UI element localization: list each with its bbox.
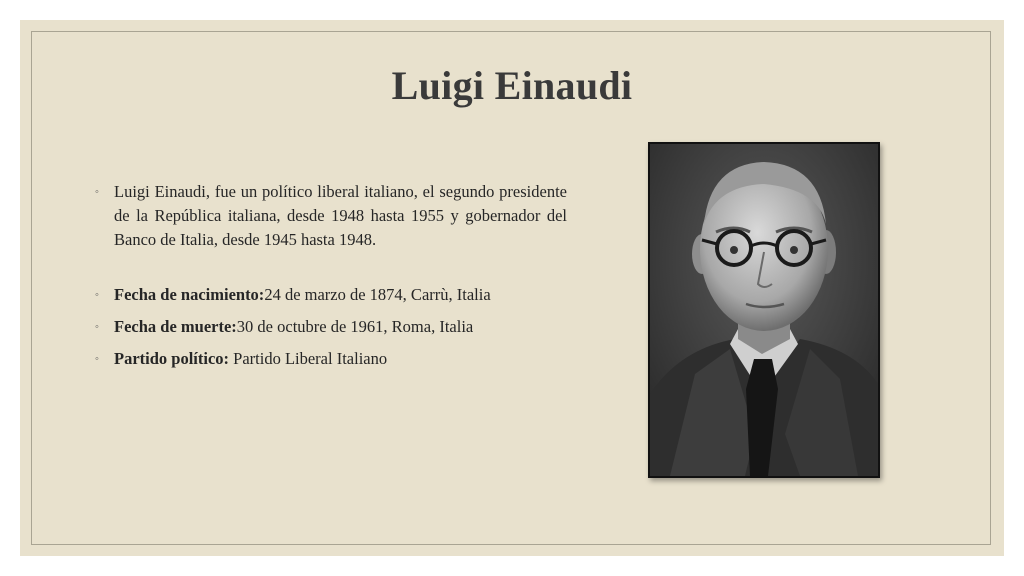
bullet-list [95,180,567,379]
list-item-birth-date [95,283,567,307]
political-party-label: Partido político: [114,349,230,368]
death-date-label: Fecha de muerte: [114,317,237,336]
portrait-photo [648,142,880,478]
list-item-biography [95,180,567,252]
bullet-icon: ◦ [95,353,99,365]
slide [20,20,1004,556]
slide-title: Luigi Einaudi [391,63,633,108]
biography-text: Luigi Einaudi, fue un político liberal italiano, el segundo presidente de la República italiana, desde 1948 hasta 1955 y gobernador del Banco de Italia, desde 1945 hasta 1948. [114,182,567,249]
bullet-icon: ◦ [95,289,99,301]
portrait-image [650,144,878,476]
death-date-value: 30 de octubre de 1961, Roma, Italia [236,317,474,336]
list-item-death-date [95,315,567,339]
birth-date-label: Fecha de nacimiento: [114,285,265,304]
political-party-value: Partido Liberal Italiano [229,349,388,368]
birth-date-value: 24 de marzo de 1874, Carrù, Italia [264,285,491,304]
bullet-icon: ◦ [95,321,99,333]
bullet-icon: ◦ [95,186,99,198]
list-item-political-party [95,347,567,371]
